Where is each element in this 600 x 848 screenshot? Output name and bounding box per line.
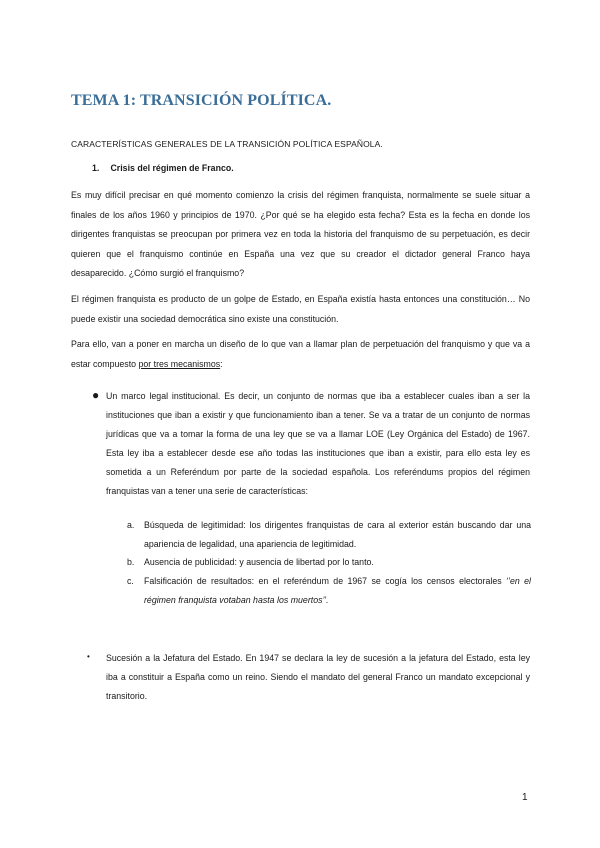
bullet-icon: ● <box>92 388 100 402</box>
page-number: 1 <box>522 792 528 803</box>
paragraph-origin: El régimen franquista es producto de un golpe de Estado, en España existía hasta entonces una constitución… No puede existir una sociedad democrática sino existe una constitución. <box>71 294 530 324</box>
underlined-phrase: por tres mecanismos <box>138 358 221 369</box>
document-subtitle: CARACTERÍSTICAS GENERALES DE LA TRANSICIÓN POLÍTICA ESPAÑOLA. <box>71 139 383 149</box>
sub-list-item <box>127 516 531 554</box>
paragraph-plan-text: Para ello, van a poner en marcha un diseño de lo que van a llamar plan de perpetuación del franquismo y que va a estar compuesto <box>71 339 530 369</box>
sub-item-text: Ausencia de publicidad: y ausencia de libertad por lo tanto. <box>144 557 374 567</box>
paragraph-intro: Es muy difícil precisar en qué momento comienzo la crisis del régimen franquista, normalmente se suele situar a finales de los años 1960 y principios de 1970. ¿Por qué se ha elegido esta fecha? Esta es la fecha en donde los dirigentes franquistas se preocupan por primera vez en toda la historia del franquismo de su perpetuación, es decir quieren que el franquismo continúe en España una vez que su creador el dictador general Franco haya desaparecido. ¿Cómo surgió el franquismo? <box>71 190 530 278</box>
bullet-item-legal-framework: Un marco legal institucional. Es decir, un conjunto de normas que iba a establecer cuales iban a ser la instituciones que iban a existir y que funcionamiento iban a tener. Se va a tratar de un conjunto de normas jurídicas que va a tomar la forma de una ley que se va a llamar LOE (Ley Orgánica del Estado) de 1967. Esta ley iba a establecer desde ese año todas las instituciones que iban a existir, para ello esta ley es sometida a un Referéndum por parte de la sociedad española. Los referéndums propios del régimen franquistas van a tener una serie de características: <box>106 391 530 496</box>
paragraph-plan <box>71 335 530 374</box>
sub-item-quote: ‘’en el régimen franquista votaban hasta los muertos’’. <box>144 576 531 605</box>
sub-list-item <box>127 572 531 610</box>
sub-item-marker: b. <box>127 557 135 567</box>
document-title: TEMA 1: TRANSICIÓN POLÍTICA. <box>71 92 332 109</box>
sub-item-marker: a. <box>127 520 135 530</box>
bullet-item-succession: Sucesión a la Jefatura del Estado. En 1947 se declara la ley de sucesión a la jefatura del Estado, esta ley iba a constituir a España como un reino. Siendo el mandato del general Franco un mandato excepcional y transitorio. <box>106 653 530 701</box>
sub-list-item <box>127 553 531 572</box>
sub-item-text: Búsqueda de legitimidad: los dirigentes franquistas de cara al exterior están buscando dar una apariencia de legalidad, una apariencia de legitimidad. <box>144 520 531 549</box>
bullet-icon: • <box>87 652 90 661</box>
paragraph-plan-colon: : <box>220 358 223 369</box>
section-heading-text: Crisis del régimen de Franco. <box>110 163 234 173</box>
sub-item-marker: c. <box>127 576 134 586</box>
section-heading <box>92 163 234 173</box>
section-number: 1. <box>92 163 100 173</box>
sub-item-text: Falsificación de resultados: en el referéndum de 1967 se cogía los censos electorales <box>144 576 507 586</box>
